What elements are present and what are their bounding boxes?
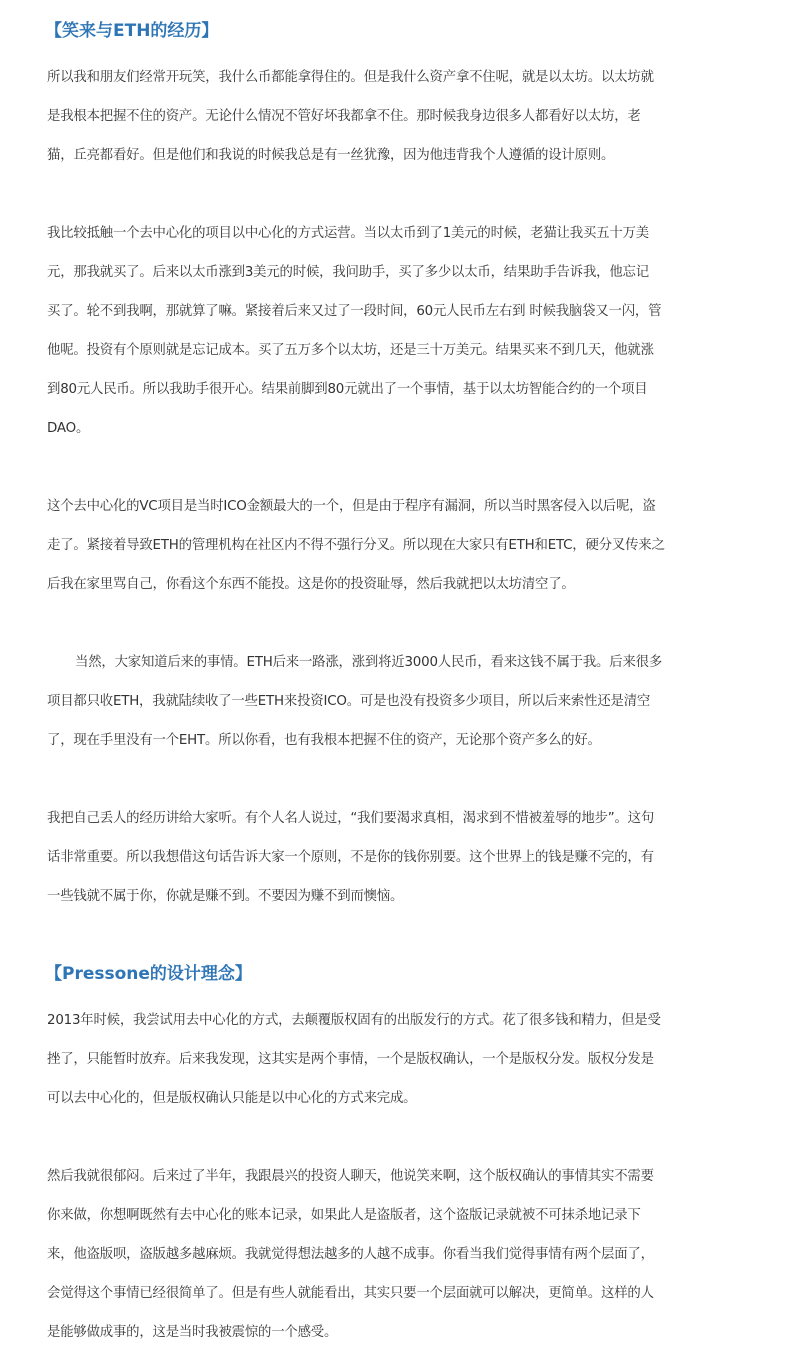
text-line: 这个去中心化的VC项目是当时ICO金额最大的一个，但是由于程序有漏洞，所以当时黑客侵入以后呢，盗 <box>47 499 656 514</box>
text-line: 我把自己丢人的经历讲给大家听。有个人名人说过，“我们要渴求真相，渴求到不惜被羞辱的地步”。这句 <box>47 811 655 826</box>
section-heading: 【笑来与ETH的经历】 <box>45 21 219 41</box>
text-line: 他呢。投资有个原则就是忘记成本。买了五万多个以太坊，还是三十万美元。结果买来不到几天，他就涨 <box>47 343 654 358</box>
text-line: 可以去中心化的，但是版权确认只能是以中心化的方式来完成。 <box>47 1091 417 1106</box>
text-line: 后我在家里骂自己，你看这个东西不能投。这是你的投资耻辱，然后我就把以太坊清空了。 <box>47 577 575 592</box>
paragraph <box>47 643 800 760</box>
article <box>0 12 800 1352</box>
section-heading: 【Pressone的设计理念】 <box>45 964 252 984</box>
text-line: 所以我和朋友们经常开玩笑，我什么币都能拿得住的。但是我什么资产拿不住呢，就是以太坊。以太坊就 <box>47 70 654 85</box>
text-line: 项目都只收ETH，我就陆续收了一些ETH来投资ICO。可是也没有投资多少项目，所以后来索性还是清空 <box>47 694 651 709</box>
paragraph <box>47 1001 800 1118</box>
text-line: 挫了，只能暂时放弃。后来我发现，这其实是两个事情，一个是版权确认，一个是版权分发。版权分发是 <box>47 1052 654 1067</box>
text-line: DAO。 <box>47 421 90 436</box>
text-line: 走了。紧接着导致ETH的管理机构在社区内不得不强行分叉。所以现在大家只有ETH和ETC，硬分叉传来之 <box>47 538 665 553</box>
text-line: 当然，大家知道后来的事情。ETH后来一路涨，涨到将近3000人民币，看来这钱不属于我。后来很多 <box>75 655 663 670</box>
text-line: 是我根本把握不住的资产。无论什么情况不管好坏我都拿不住。那时候我身边很多人都看好以太坊，老 <box>47 109 641 124</box>
text-line: 我比较抵触一个去中心化的项目以中心化的方式运营。当以太币到了1美元的时候，老猫让我买五十万美 <box>47 226 649 241</box>
text-line: 买了。轮不到我啊，那就算了嘛。紧接着后来又过了一段时间，60元人民币左右到 时候我脑袋又一闪，管 <box>47 304 662 319</box>
text-line: 会觉得这个事情已经很简单了。但是有些人就能看出，其实只要一个层面就可以解决，更简单。这样的人 <box>47 1286 654 1301</box>
text-line: 到80元人民币。所以我助手很开心。结果前脚到80元就出了一个事情，基于以太坊智能合约的一个项目 <box>47 382 648 397</box>
text-line: 了，现在手里没有一个EHT。所以你看，也有我根本把握不住的资产，无论那个资产多么的好。 <box>47 733 601 748</box>
paragraph <box>47 1157 800 1352</box>
text-line: 猫，丘亮都看好。但是他们和我说的时候我总是有一丝犹豫，因为他违背我个人遵循的设计原则。 <box>47 148 615 163</box>
text-line: 一些钱就不属于你，你就是赚不到。不要因为赚不到而懊恼。 <box>47 889 404 904</box>
text-line: 来，他盗版呗，盗版越多越麻烦。我就觉得想法越多的人越不成事。你看当我们觉得事情有两个层面了， <box>47 1247 654 1262</box>
paragraph <box>47 58 800 175</box>
text-line: 是能够做成事的，这是当时我被震惊的一个感受。 <box>47 1325 338 1340</box>
text-line: 元，那我就买了。后来以太币涨到3美元的时候，我问助手，买了多少以太币，结果助手告诉我，他忘记 <box>47 265 649 280</box>
text-line: 话非常重要。所以我想借这句话告诉大家一个原则，不是你的钱你别要。这个世界上的钱是赚不完的，有 <box>47 850 654 865</box>
paragraph <box>47 214 800 448</box>
paragraph <box>47 799 800 916</box>
text-line: 然后我就很郁闷。后来过了半年，我跟晨兴的投资人聊天，他说笑来啊，这个版权确认的事情其实不需要 <box>47 1169 654 1184</box>
paragraph <box>47 487 800 604</box>
text-line: 2013年时候，我尝试用去中心化的方式，去颠覆版权固有的出版发行的方式。花了很多钱和精力，但是受 <box>47 1013 661 1028</box>
text-line: 你来做，你想啊既然有去中心化的账本记录，如果此人是盗版者，这个盗版记录就被不可抹杀地记录下 <box>47 1208 641 1223</box>
